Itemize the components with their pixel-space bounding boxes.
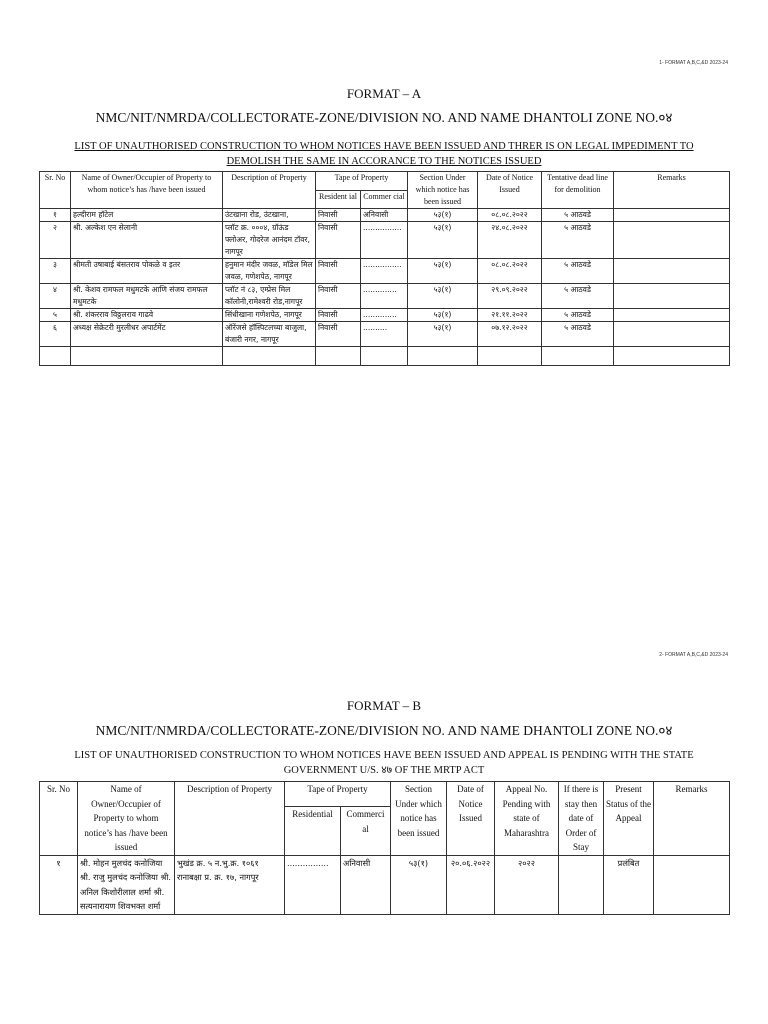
table-row [40,259,730,284]
cell-date: ०७.१२.२०२२ [478,322,542,347]
cell-description: हनुमान मंदीर जवळ, मॉडेल मिल जवळ, गणेशपेठ, नागपूर [223,259,316,284]
cell-appeal: २०२२ [495,855,559,914]
cell-section: ५३(१) [408,309,478,322]
cell-owner: श्री. केशव रामफल मधुमटके आणि संजय रामफल मधुमटके [71,284,223,309]
list-title [0,139,768,169]
header-commercial: Commer cial [361,190,408,209]
cell-deadline: ५ आठवडे [542,284,614,309]
page-ref: 2- FORMAT A,B,C,&D 2023-24 [659,652,728,658]
header-sr: Sr. No [40,172,71,209]
list-title-line1: LIST OF UNAUTHORISED CONSTRUCTION TO WHOM NOTICES HAVE BEEN ISSUED AND THRER IS ON LEGAL IMPEDIMENT TO [74,141,694,152]
cell-remarks [614,259,730,284]
header-commercial: Commerci al [341,807,391,855]
header-remarks: Remarks [654,782,730,856]
header-tape: Tape of Property [285,782,391,807]
format-b-page [0,640,768,1024]
format-title: FORMAT – B [346,698,422,713]
cell-description: प्लॉट नं ८३, एम्प्रेस मिल कॉलोनी,रामेश्वरी रोड,नागपूर [223,284,316,309]
cell-commercial: .......... [361,322,408,347]
cell-remarks [614,209,730,222]
cell-section: ५३(१) [408,259,478,284]
format-b-table [39,781,730,915]
cell-deadline: ५ आठवडे [542,322,614,347]
header-remarks: Remarks [614,172,730,209]
cell-remarks [614,322,730,347]
header-date: Date of Notice Issued [447,782,495,856]
list-title [0,748,768,778]
cell-section: ५३(१) [408,322,478,347]
cell-date: २९.०९.२०२२ [478,284,542,309]
format-a-table [39,171,730,366]
format-title: FORMAT – A [346,86,422,101]
cell-remarks [614,222,730,259]
header-section: Section Under which notice has been issued [408,172,478,209]
cell-section: ५३(१) [391,855,447,914]
cell-sr: ४ [40,284,71,309]
cell-description: प्लॉट क्र. ०००४, ग्रॉऊंड फ्लोअर, गोदरेज आनंदम टॉवर, नागपूर [223,222,316,259]
cell-description: भुखंड क्र. ५ न.भु.क्र. १०६१ रानाबक्षा प्र. क्र. १७, नागपूर [175,855,285,914]
cell-stay [559,855,604,914]
cell-date: २१.११.२०२२ [478,309,542,322]
list-title-line1: LIST OF UNAUTHORISED CONSTRUCTION TO WHOM NOTICES HAVE BEEN ISSUED AND APPEAL IS PENDING WITH THE STATE [74,750,694,761]
cell-description: उंटखाना रोड, उंटखाना, [223,209,316,222]
zone-title: NMC/NIT/NMRDA/COLLECTORATE-ZONE/DIVISION NO. AND NAME DHANTOLI ZONE NO.०४ [95,723,673,738]
header-status: Present Status of the Appeal [604,782,654,856]
cell-commercial: अनिवासी [341,855,391,914]
header-resident: Resident ial [316,190,361,209]
cell-owner: श्री. अल्केश एन सेलानी [71,222,223,259]
cell-remarks [654,855,730,914]
cell-sr: २ [40,222,71,259]
header-appeal: Appeal No. Pending with state of Maharashtra [495,782,559,856]
cell-sr: ५ [40,309,71,322]
list-title-line2: DEMOLISH THE SAME IN ACCORANCE TO THE NOTICES ISSUED [226,156,542,167]
table-row-empty [40,347,730,366]
table-row [40,284,730,309]
cell-resident: निवासी [316,222,361,259]
cell-deadline: ५ आठवडे [542,309,614,322]
cell-resident: निवासी [316,322,361,347]
header-deadline: Tentative dead line for demolition [542,172,614,209]
cell-description: ऑरेंजसे हॉस्पिटलच्या बाजुला, बंजारी नगर, नागपूर [223,322,316,347]
cell-sr: ३ [40,259,71,284]
cell-resident: निवासी [316,309,361,322]
header-description: Description of Property [175,782,285,856]
header-owner: Name of Owner/Occupier of Property to whom notice’s has /have been issued [78,782,175,856]
zone-title: NMC/NIT/NMRDA/COLLECTORATE-ZONE/DIVISION NO. AND NAME DHANTOLI ZONE NO.०४ [95,110,673,125]
cell-date: २४.०८.२०२२ [478,222,542,259]
header-tape: Tape of Property [316,172,408,191]
table-row [40,309,730,322]
cell-sr: १ [40,855,78,914]
cell-commercial: ................ [361,222,408,259]
header-stay: If there is stay then date of Order of Stay [559,782,604,856]
cell-date: २०.०६.२०२२ [447,855,495,914]
cell-commercial: अनिवासी [361,209,408,222]
cell-owner: श्रीमती उषाबाई बंसतराव पोकळे व इतर [71,259,223,284]
header-sr: Sr. No [40,782,78,856]
cell-section: ५३(१) [408,284,478,309]
cell-date: ०८.०८.२०२२ [478,259,542,284]
cell-status: प्रलंबित [604,855,654,914]
table-row [40,209,730,222]
cell-sr: १ [40,209,71,222]
cell-section: ५३(१) [408,222,478,259]
header-date: Date of Notice Issued [478,172,542,209]
cell-commercial: .............. [361,284,408,309]
table-row [40,322,730,347]
cell-owner: हल्दीराम हॉटेल [71,209,223,222]
cell-owner: श्री. मोहन मुलचंद कनोजिया श्री. राजु मुलचंद कनोजिया श्री. अनिल किशोरीलाल शर्मा श्री. सत्यनारायण शिवभक्त शर्मा [78,855,175,914]
cell-commercial: ................ [361,259,408,284]
cell-owner: श्री. शंकरराव विठ्ठलराव गाढवे [71,309,223,322]
page-ref: 1- FORMAT A,B,C,&D 2023-24 [659,60,728,66]
cell-owner: अध्यक्ष सेक्रेटरी मुरलीधर अपार्टमेंट [71,322,223,347]
cell-deadline: ५ आठवडे [542,209,614,222]
cell-residential: ................ [285,855,341,914]
cell-section: ५३(१) [408,209,478,222]
table-row [40,855,730,914]
cell-remarks [614,309,730,322]
header-residential: Residential [285,807,341,855]
header-description: Description of Property [223,172,316,209]
cell-description: सिंधीखाना गणेशपेठ, नागपूर [223,309,316,322]
cell-resident: निवासी [316,259,361,284]
cell-deadline: ५ आठवडे [542,222,614,259]
cell-remarks [614,284,730,309]
cell-sr: ६ [40,322,71,347]
cell-resident: निवासी [316,284,361,309]
cell-deadline: ५ आठवडे [542,259,614,284]
header-section: Section Under which notice has been issued [391,782,447,856]
table-row [40,222,730,259]
list-title-line2: GOVERNMENT U/S. ४७ OF THE MRTP ACT [283,765,485,776]
header-owner: Name of Owner/Occupier of Property to whom notice’s has /have been issued [71,172,223,209]
cell-commercial: .............. [361,309,408,322]
cell-resident: निवासी [316,209,361,222]
cell-date: ०८.०८.२०२२ [478,209,542,222]
